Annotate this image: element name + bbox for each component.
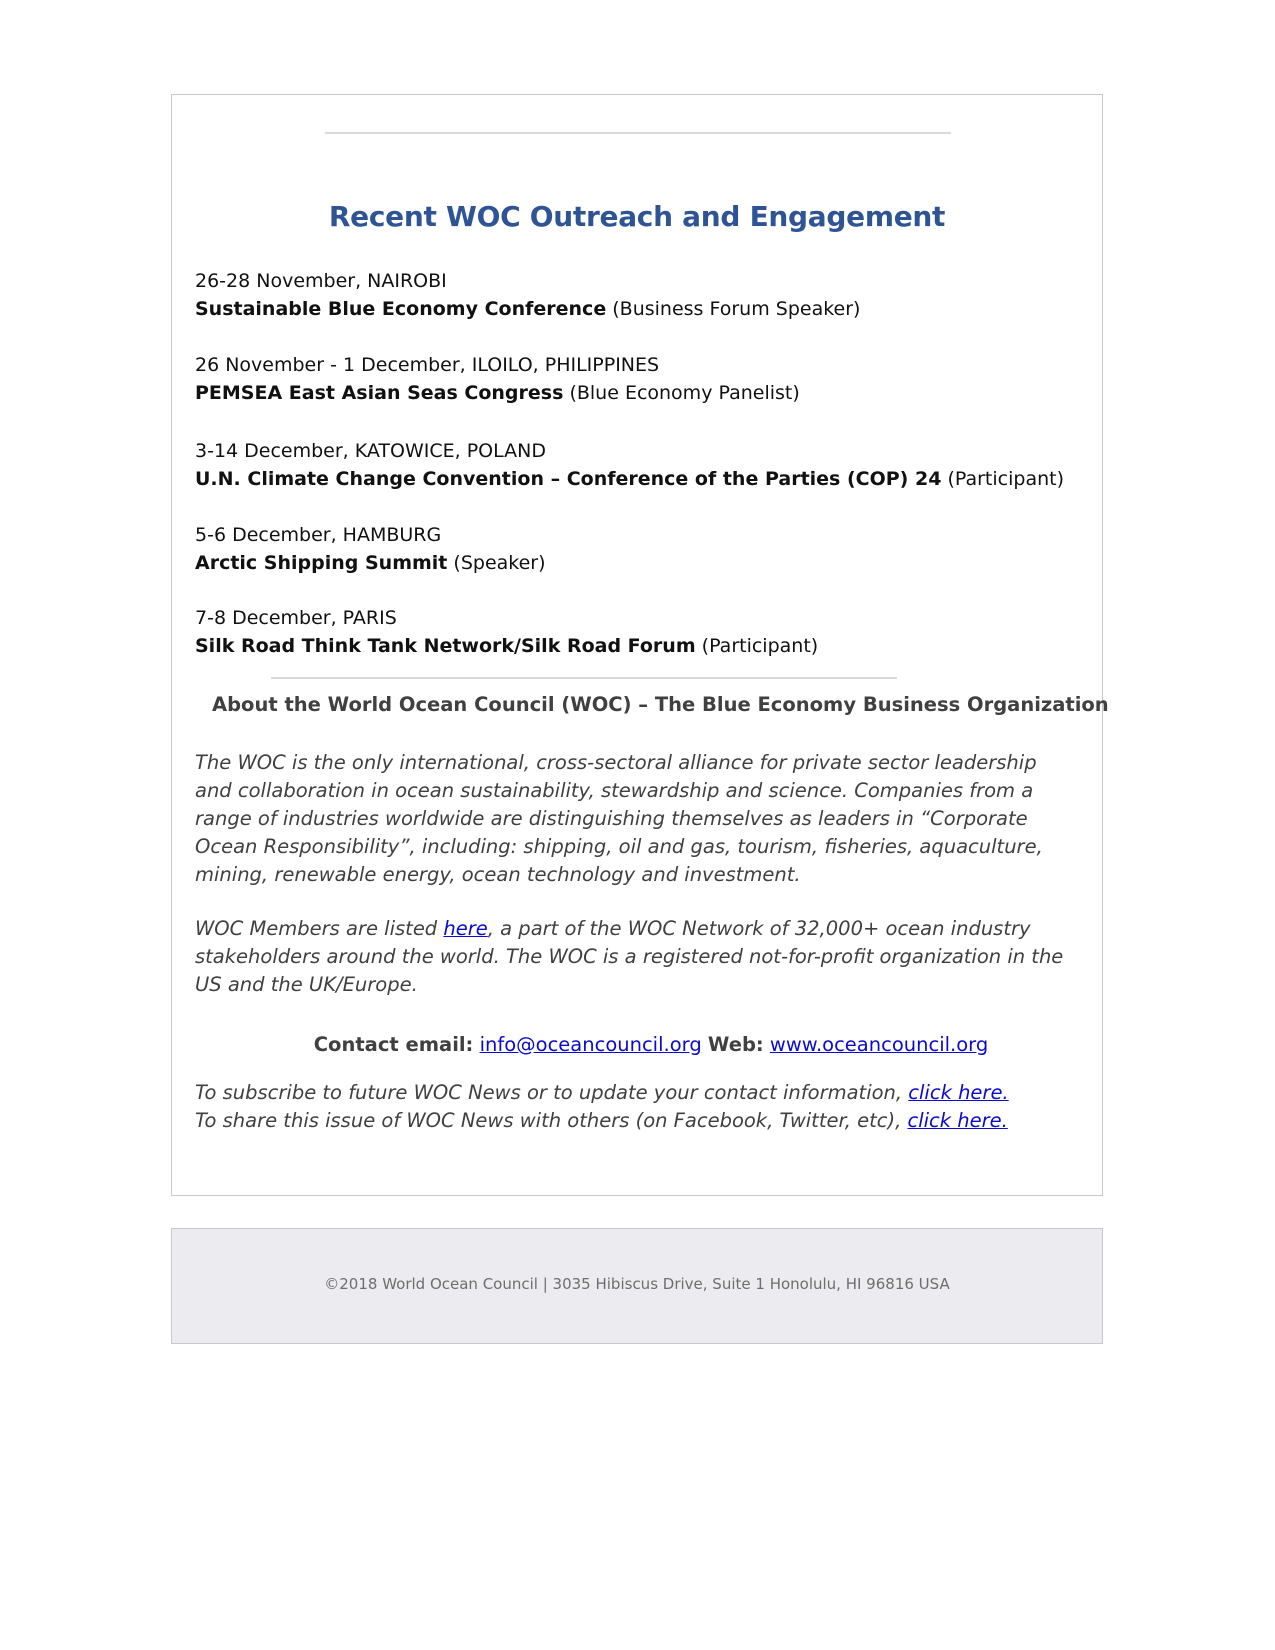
members-text-before: WOC Members are listed [195, 917, 444, 940]
newsletter-card [171, 94, 1109, 1196]
event-date-location: 7-8 December, PARIS [195, 607, 397, 629]
event-date-location: 26-28 November, NAIROBI [195, 270, 447, 292]
members-text-after: , a part of the WOC Network of 32,000+ ocean industry stakeholders around the world. The WOC is a registered not-for-profit organization in the US and the UK/Europe. [195, 917, 1064, 996]
contact-line [172, 1033, 1102, 1056]
event-role: (Participant) [941, 468, 1064, 490]
footer-address: ©2018 World Ocean Council | 3035 Hibiscus Drive, Suite 1 Honolulu, HI 96816 USA [324, 1275, 950, 1293]
event-date-location: 5-6 December, HAMBURG [195, 524, 442, 546]
subscribe-block [195, 1079, 1075, 1135]
middle-divider [271, 677, 897, 679]
contact-email-link[interactable]: info@oceancouncil.org [479, 1033, 702, 1056]
event-title: Silk Road Think Tank Network/Silk Road Forum [195, 635, 696, 657]
event-title: Arctic Shipping Summit [195, 552, 448, 574]
about-paragraph: The WOC is the only international, cross-sectoral alliance for private sector leadership and collaboration in ocean sustainability, stewardship and science. Companies from a range of industries worldwide are distinguishing themselves as leaders in “Corporate Ocean Responsibility”, including: shipping, oil and gas, tourism, fisheries, aquaculture, mining, renewable energy, ocean technology and investment. [195, 751, 1043, 886]
event-item [195, 521, 1075, 577]
event-date-location: 3-14 December, KATOWICE, POLAND [195, 440, 546, 462]
contact-email-label: Contact email: [313, 1033, 474, 1056]
share-link[interactable]: click here. [907, 1109, 1008, 1132]
event-role: (Blue Economy Panelist) [563, 382, 800, 404]
members-paragraph [195, 915, 1065, 999]
event-role: (Participant) [695, 635, 819, 657]
subscribe-link[interactable]: click here. [908, 1081, 1009, 1104]
event-item [195, 351, 1075, 407]
subscribe-text: To subscribe to future WOC News or to update your contact information, [195, 1081, 909, 1104]
section-headline: Recent WOC Outreach and Engagement [328, 200, 946, 233]
top-divider [325, 132, 951, 134]
event-item [195, 267, 1075, 323]
event-item [195, 604, 1075, 660]
event-date-location: 26 November - 1 December, ILOILO, PHILIPPINES [195, 354, 660, 376]
contact-web-label: Web: [707, 1033, 764, 1056]
contact-web-link[interactable]: www.oceancouncil.org [769, 1033, 989, 1056]
event-title: PEMSEA East Asian Seas Congress [195, 382, 564, 404]
event-role: (Business Forum Speaker) [606, 298, 861, 320]
event-item [195, 437, 1075, 493]
about-heading: About the World Ocean Council (WOC) – The Blue Economy Business Organization [212, 693, 1109, 716]
footer [171, 1228, 1103, 1344]
share-text: To share this issue of WOC News with others (on Facebook, Twitter, etc), [195, 1109, 908, 1132]
event-role: (Speaker) [447, 552, 546, 574]
event-title: Sustainable Blue Economy Conference [195, 298, 607, 320]
members-link[interactable]: here [443, 917, 488, 940]
event-title: U.N. Climate Change Convention – Conference of the Parties (COP) 24 [195, 468, 942, 490]
